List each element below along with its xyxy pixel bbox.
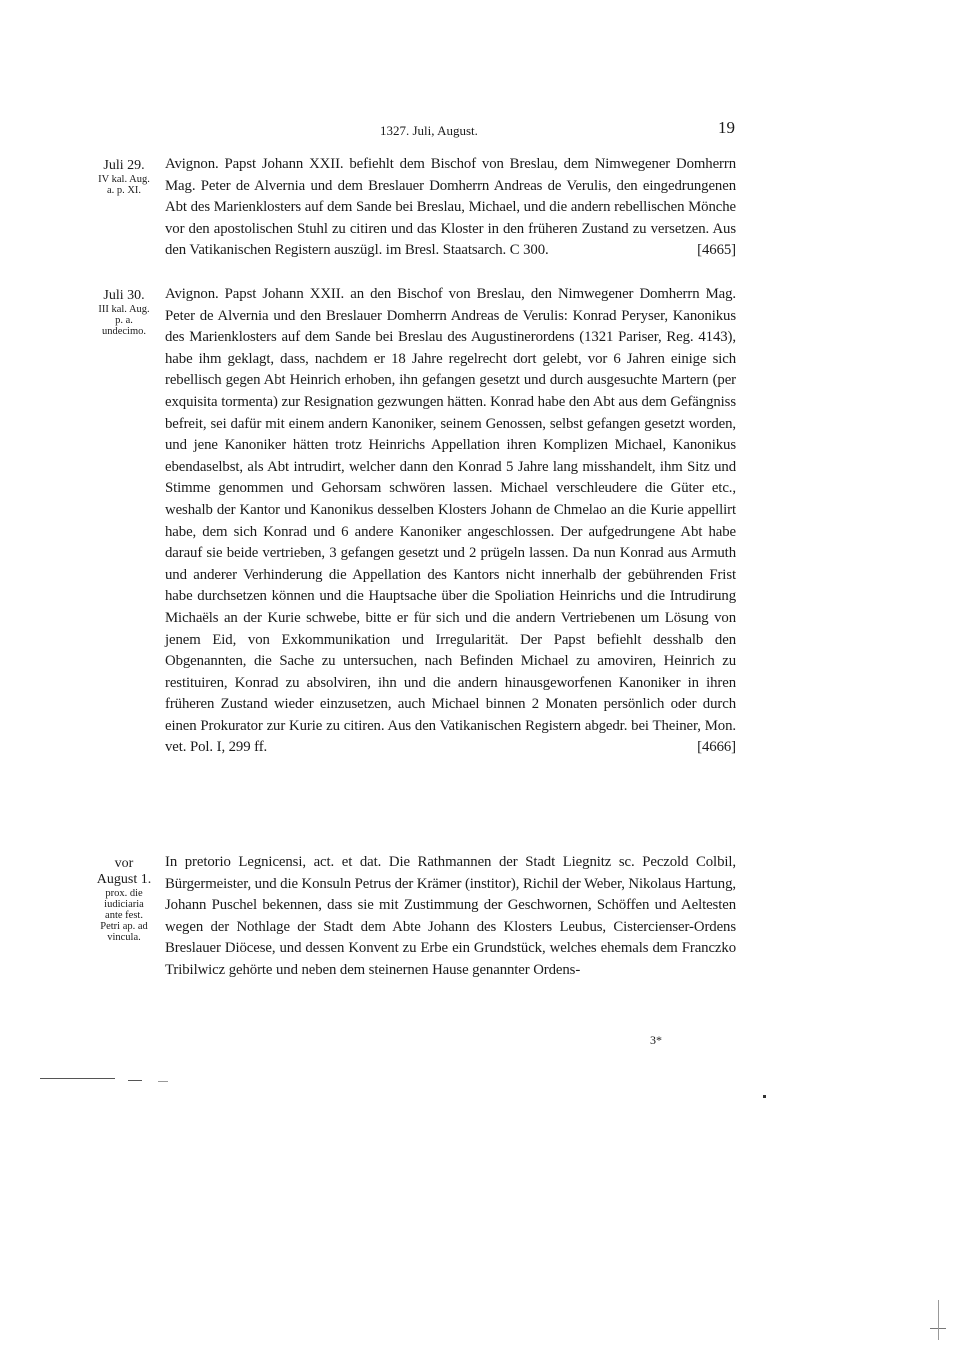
entry-date-line: iudiciaria (104, 899, 144, 910)
entry-date-year: undecimo. (101, 326, 147, 337)
scan-artifact-line (40, 1078, 115, 1079)
running-head: 1327. Juli, August. (380, 123, 478, 138)
scan-artifact-dot (763, 1095, 766, 1098)
entry-date-line: vincula. (107, 932, 141, 943)
entry-date: Juli 30. (103, 288, 145, 303)
entry-date: vor (114, 856, 134, 871)
entry-reference: [4666] (697, 739, 736, 756)
entry-date-margin (86, 158, 162, 196)
entry-date-day: August 1. (96, 872, 152, 887)
entry-date: Juli 29. (103, 158, 145, 173)
entry-text-body: In pretorio Legnicensi, act. et dat. Die Rathmannen der Stadt Liegnitz sc. Peczold Colbil, Bürgermeister, und die Konsuln Petrus der Krämer (institor), Richil der Weber, Nikolaus Hartung, Johann Puschel bekennen, dass sie mit Zustimmung der Geschwornen, Schöffen und Aeltesten wegen der Nothlage der Stadt dem Abte Johann des Klosters Leubus, Cistercienser-Ordens Breslauer Diöcese, und dessen Konvent zu Erbe ein Grundstück, welches ehemals dem Franczko Tribilwicz gehörte und neben dem steinernen Hause genannter Ordens- (165, 854, 737, 978)
entry-date-pontificate: p. a. (115, 315, 133, 326)
entry-date-pontificate: a. p. XI. (106, 185, 142, 196)
entry-reference: [4665] (697, 242, 736, 259)
entry-text (165, 284, 736, 759)
entry-date-line: prox. die (105, 888, 143, 899)
entry-text-body: Avignon. Papst Johann XXII. an den Bischof von Breslau, den Nimwegener Domherrn Mag. Peter de Alvernia und den Breslauer Domherrn Andreas de Verulis: Konrad Peryser, Kanonikus des Marienklosters auf dem Sande bei Breslau des Augustinerordens (1321 Pariser, Reg. 4143), habe ihm geklagt, dass, nachdem er 18 Jahre regelrecht dort gelebt, vor 6 Jahren einige sich rebellisch gegen Abt Heinrich erhoben, ihn gefangen gesetzt und durch ausgesuchte Martern (per exquisita tormenta) zur Resignation gezwungen hätten. Konrad habe den Abt aus dem Gefängniss befreit, sei dafür mit einem andern Kanoniker, seinem Genossen, selbst gefangen gesetzt worden, und jene Kanoniker hätten trotz Heinrichs Appellation ihren Komplizen Michael, Kanonikus ebendaselbst, als Abt intrudirt, welcher dann den Konrad 5 Jahre lang misshandelt, ihm Sitz und Stimme genommen und Gehorsam schwören lassen. Michael verschleudere die Güter etc., weshalb der Kantor und Kanonikus desselben Klosters Johann de Chmelao an die Kurie appellirt habe, dem sich Konrad und 6 andere Kanoniker angeschlossen. Der aufgedrungene Abt habe darauf sie beide vertrieben, 3 gefangen gesetzt und 2 prügeln lassen. Da nun Konrad aus Armuth und anderer Verhinderung die Appellation des Kantors nicht innerhalb der gebührenden Frist habe durchsetzen können und die Hauptsache über die Spoliation Heinrichs und die Intrudirung Michaëls an der Kurie schwebe, bitte er für sich und die andern Vertriebenen um Lösung von jenem Eid, von Exkommunikation und Irregularität. Der Papst befiehlt desshalb den Obgenannten, die Sache zu untersuchen, nach Befinden Michael zu amoviren, Heinrich zu restituiren, Konrad zu absolviren, ihn und die andern hinausgeworfenen Kanoniker in ihren früheren Zustand wieder einzusetzen, auch Michael binnen 2 Monaten persönlich oder durch einen Prokurator zur Kurie zu citiren. Aus den Vatikanischen Registern abgedr. bei Theiner, Mon. vet. Pol. I, 299 ff. (165, 286, 736, 756)
entry-date-line: Petri ap. ad (100, 921, 148, 932)
entry-text-body: Avignon. Papst Johann XXII. befiehlt dem Bischof von Breslau, dem Nimwegener Domherrn Mag. Peter de Alvernia und dem Breslauer Domherrn Andreas de Verulis, den eingedrungenen Abt des Marienklosters auf dem Sande bei Breslau, Michael, und die andern rebellischen Mönche vor den apostolischen Stuhl zu citiren und das Kloster in den früheren Zustand zu versetzen. Aus den Vatikanischen Registern auszügl. im Bresl. Staatsarch. C 300. (165, 156, 736, 259)
entry-text (165, 852, 736, 982)
entry-date-margin (86, 856, 162, 943)
entry-date-margin (86, 288, 162, 337)
signature-mark: 3* (650, 1033, 662, 1047)
entry-date-line: ante fest. (105, 910, 143, 921)
entry-text (165, 154, 736, 262)
scan-artifact-line (938, 1300, 939, 1340)
scan-artifact-line (128, 1080, 142, 1081)
scan-artifact-line (158, 1081, 168, 1082)
entry-date-roman: III kal. Aug. (98, 304, 150, 315)
page-number: 19 (718, 118, 735, 137)
entry-date-roman: IV kal. Aug. (98, 174, 150, 185)
